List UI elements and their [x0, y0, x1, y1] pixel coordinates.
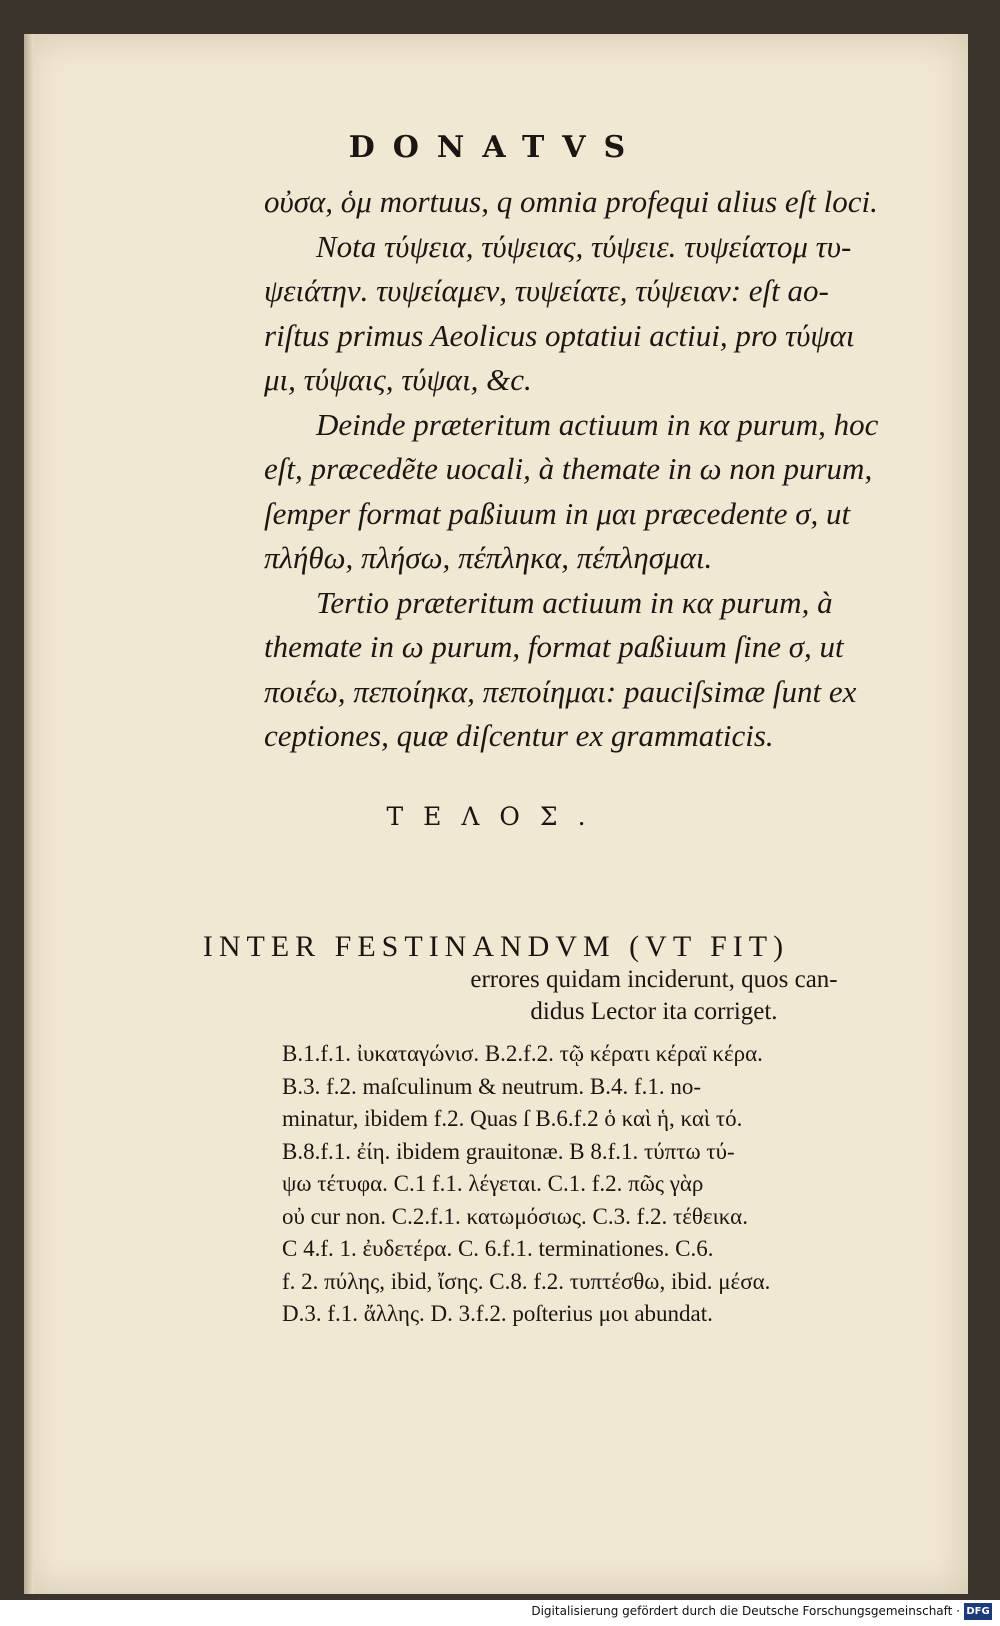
errata-line: f. 2. πύλης, ibid, ἴσης. C.8. f.2. τυπτέσθω, ibid. μέσα. [282, 1268, 771, 1294]
errata-line: minatur, ibidem f.2. Quas ſ B.6.f.2 ὁ καὶ ἡ, καὶ τό. [282, 1106, 743, 1131]
errata-line: B.3. f.2. maſculinum & neutrum. B.4. f.1. no- [282, 1073, 702, 1099]
body-line: πλήθω, πλήσω, πέπληκα, πέπλησμαι. [264, 540, 713, 575]
body-line: eſt, præcedẽte uocali, à themate in ω non purum, [264, 451, 873, 486]
footer-credit: Digitalisierung gefördert durch die Deutsche Forschungsgemeinschaft · [531, 1604, 960, 1618]
telos-heading: ΤΕΛΟΣ. [386, 802, 606, 831]
body-text [264, 180, 964, 759]
errata-line: οὐ cur non. C.2.f.1. κατωμόσιως. C.3. f.2. τέθεικα. [282, 1203, 748, 1229]
book-page [24, 34, 968, 1594]
body-line: μι, τύψαις, τύψαι, &c. [264, 362, 532, 397]
body-line: ſemper format paßiuum in μαι præcedente σ, ut [264, 495, 851, 531]
body-line: ποιέω, πεποίηκα, πεποίημαι: pauciſsimæ ſunt ex [264, 673, 857, 709]
dfg-logo: DFG [964, 1603, 992, 1620]
errata-subheading [354, 964, 954, 1028]
body-line: Nota τύψεια, τύψειας, τύψειε. τυψείατομ τυ- [316, 228, 852, 264]
errata-line: B.8.f.1. ἐίη. ibidem grauitonæ. B 8.f.1. τύπτω τύ- [282, 1138, 735, 1164]
body-line: Tertio præteritum actiuum in κα purum, à [316, 584, 833, 620]
body-line: ceptiones, quæ diſcentur ex grammaticis. [264, 718, 774, 753]
errata-line: C 4.f. 1. ἐυδετέρα. C. 6.f.1. terminationes. C.6. [282, 1236, 714, 1261]
body-line: riſtus primus Aeolicus optatiui actiui, pro τύψαι [264, 317, 855, 353]
errata-line: D.3. f.1. ἄλλης. D. 3.f.2. poſterius μοι abundat. [282, 1301, 713, 1326]
body-line: Deinde præteritum actiuum in κα purum, hoc [316, 406, 879, 442]
body-line: οὐσα, ὁμ mortuus, q omnia profequi alius eſt loci. [264, 184, 878, 219]
running-head: DONATVS [348, 130, 644, 165]
body-line: themate in ω purum, format paßiuum ſine σ, ut [264, 629, 844, 664]
errata-sub-line: errores quidam inciderunt, quos can- [470, 966, 838, 993]
errata-sub-line: didus Lector ita corriget. [530, 998, 778, 1025]
footer-bar [0, 1600, 1000, 1626]
errata-list [282, 1038, 962, 1331]
errata-heading: INTER FESTINANDVM (VT FIT) [202, 930, 790, 963]
body-line: ψειάτην. τυψείαμεν, τυψείατε, τύψειαν: eſt ao- [264, 273, 829, 308]
errata-line: ψω τέτυφα. C.1 f.1. λέγεται. C.1. f.2. πῶς γὰρ [282, 1171, 704, 1196]
errata-line: B.1.f.1. ἰυκαταγώνισ. B.2.f.2. τῷ κέρατι κέραϊ κέρα. [282, 1041, 763, 1066]
